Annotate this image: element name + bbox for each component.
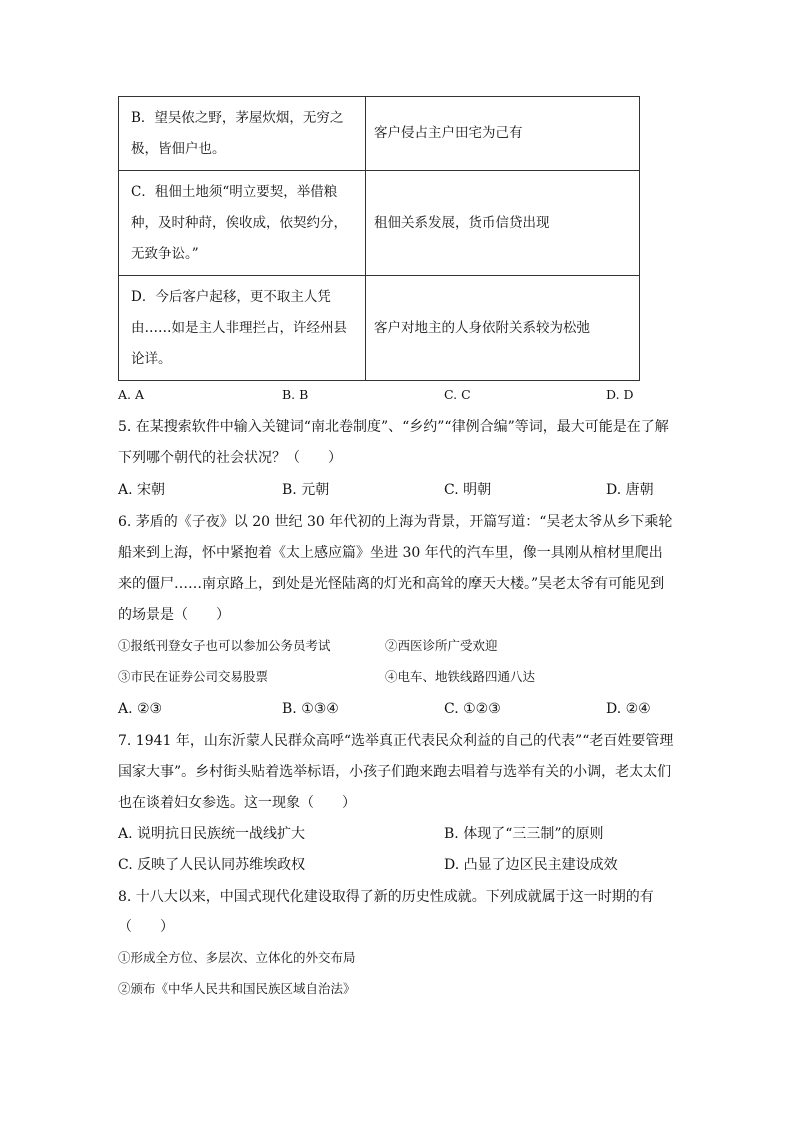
- q5-stem-line: 下列哪个朝代的社会状况？（ ）: [118, 450, 342, 466]
- table-cell-explanation: 客户侵占主户田宅为己有: [366, 97, 640, 171]
- q6-item-2: ②西医诊所广受欢迎: [385, 638, 498, 653]
- cell-line: 极，皆佃户也。: [131, 140, 226, 157]
- q4-option-a[interactable]: A. A: [118, 387, 145, 402]
- q6-option-a[interactable]: A. ②③: [118, 701, 163, 717]
- q7-option-a[interactable]: A. 说明抗日民族统一战线扩大: [118, 826, 306, 842]
- q7-stem-line: 也在谈着妇女参选。这一现象（ ）: [118, 795, 356, 811]
- cell-line: 无致争讼。”: [131, 245, 199, 262]
- q4-option-c[interactable]: C. C: [444, 387, 471, 402]
- table-cell-explanation: 租佃关系发展，货币信贷出现: [366, 171, 640, 276]
- cell-line: 种，及时种莳，俟收成，依契约分，: [131, 214, 347, 231]
- table-row: [119, 276, 640, 381]
- q4-option-d[interactable]: D. D: [606, 387, 634, 402]
- table-cell-option: [119, 171, 366, 276]
- q7-option-d[interactable]: D. 凸显了边区民主建设成效: [444, 857, 618, 873]
- q6-item-1: ①报纸刊登女子也可以参加公务员考试: [118, 638, 331, 653]
- table-cell-option: [119, 97, 366, 171]
- q7-option-c[interactable]: C. 反映了人民认同苏维埃政权: [118, 857, 306, 873]
- table-cell-explanation: 客户对地主的人身依附关系较为松弛: [366, 276, 640, 381]
- table-cell-option: [119, 276, 366, 381]
- q4-option-b[interactable]: B. B: [282, 387, 309, 402]
- q8-item-2: ②颁布《中华人民共和国民族区域自治法》: [118, 981, 356, 996]
- q5-stem-line: 5. 在某搜索软件中输入关键词“南北卷制度”、“乡约”“律例合编”等词，最大可能是在了解: [118, 419, 669, 435]
- table-row: [119, 97, 640, 171]
- q5-option-a[interactable]: A. 宋朝: [118, 482, 166, 498]
- q6-item-3: ③市民在证券公司交易股票: [118, 669, 269, 684]
- cell-line: 论详。: [131, 350, 172, 367]
- q8-item-1: ①形成全方位、多层次、立体化的外交布局: [118, 950, 356, 965]
- q6-stem-line: 的场景是（ ）: [118, 607, 230, 623]
- cell-line: 由……如是主人非理拦占，许经州县: [131, 319, 347, 336]
- q8-stem-line: （ ）: [118, 919, 174, 935]
- q8-stem-line: 8. 十八大以来，中国式现代化建设取得了新的历史性成就。下列成就属于这一时期的有: [118, 889, 654, 905]
- q6-option-b[interactable]: B. ①③④: [282, 701, 339, 717]
- cell-line: C．租佃土地须“明立要契，举借粮: [131, 183, 338, 200]
- option-table: [118, 96, 640, 381]
- table-row: [119, 171, 640, 276]
- q7-stem-line: 7. 1941 年，山东沂蒙人民群众高呼“选举真正代表民众利益的自己的代表”“老百姓要管理: [118, 733, 674, 749]
- q5-option-b[interactable]: B. 元朝: [282, 482, 330, 498]
- q5-option-c[interactable]: C. 明朝: [444, 482, 492, 498]
- q6-stem-line: 来的僵尸……南京路上，到处是光怪陆离的灯光和高耸的摩天大楼。”吴老太爷有可能见到: [118, 576, 665, 592]
- cell-line: B．望吴侬之野，茅屋炊烟，无穷之: [131, 109, 344, 126]
- q6-stem-line: 6. 茅盾的《子夜》以 20 世纪 30 年代初的上海为背景，开篇写道：“吴老太爷从乡下乘轮: [118, 514, 673, 530]
- q7-stem-line: 国家大事”。乡村街头贴着选举标语，小孩子们跑来跑去唱着与选举有关的小调，老太太们: [118, 764, 672, 780]
- q6-option-d[interactable]: D. ②④: [606, 701, 651, 717]
- q6-option-c[interactable]: C. ①②③: [444, 701, 501, 717]
- q6-stem-line: 船来到上海，怀中紧抱着《太上感应篇》坐进 30 年代的汽车里，像一具刚从棺材里爬出: [118, 545, 663, 561]
- q5-option-d[interactable]: D. 唐朝: [606, 482, 654, 498]
- q6-item-4: ④电车、地铁线路四通八达: [385, 669, 536, 684]
- cell-line: D．今后客户起移，更不取主人凭: [131, 288, 331, 305]
- q7-option-b[interactable]: B. 体现了“三三制”的原则: [444, 826, 604, 842]
